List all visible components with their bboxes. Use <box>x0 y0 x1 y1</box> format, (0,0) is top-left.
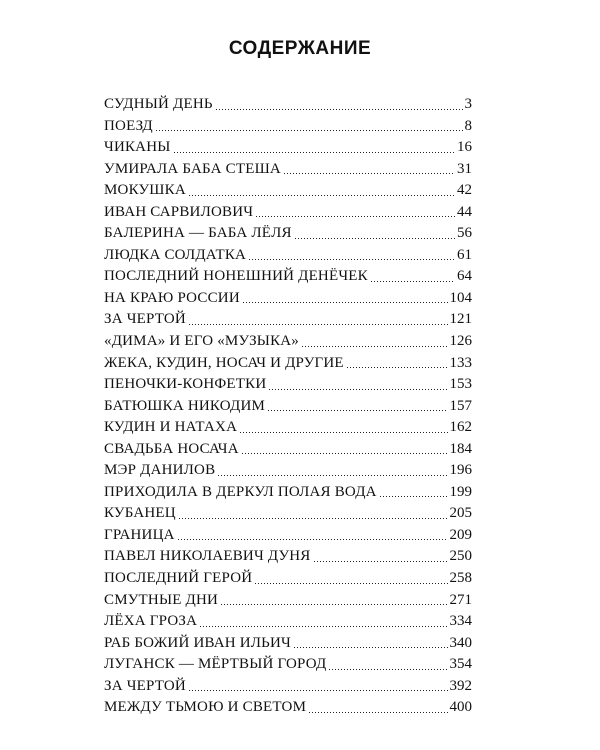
toc-entry-page: 3 <box>464 96 472 112</box>
toc-entry-page: 56 <box>457 225 472 242</box>
toc-dot-leader <box>294 238 455 239</box>
toc-dot-leader <box>255 216 455 217</box>
toc-entry-title: НА КРАЮ РОССИИ <box>104 289 240 306</box>
toc-dot-leader <box>293 647 448 648</box>
toc-entry <box>104 245 472 267</box>
toc-entry-title: КУДИН И НАТАХА <box>104 419 238 436</box>
toc-dot-leader <box>254 583 447 584</box>
toc-entry-page: 340 <box>449 634 472 651</box>
toc-entry <box>104 266 472 288</box>
toc-dot-leader <box>241 453 448 454</box>
toc-dot-leader <box>188 324 448 325</box>
toc-entry <box>104 697 472 719</box>
toc-entry-page: 354 <box>449 656 472 673</box>
toc-entry-page: 392 <box>449 677 472 694</box>
toc-entry <box>104 503 472 525</box>
toc-entry-title: БАТЮШКА НИКОДИМ <box>104 397 266 414</box>
toc-entry <box>104 633 472 655</box>
toc-dot-leader <box>173 152 455 153</box>
toc-entry-title: ПЕНОЧКИ-КОНФЕТКИ <box>104 376 267 393</box>
toc-dot-leader <box>155 130 463 131</box>
toc-entry-title: ЛЁХА ГРОЗА <box>104 613 198 630</box>
toc-entry-page: 250 <box>449 548 472 565</box>
toc-dot-leader <box>248 259 455 260</box>
toc-entry-page: 8 <box>464 117 472 134</box>
toc-entry <box>104 288 472 310</box>
toc-dot-leader <box>177 539 448 540</box>
toc-entry-title: ПАВЕЛ НИКОЛАЕВИЧ ДУНЯ <box>104 548 311 565</box>
toc-entry-page: 104 <box>449 289 472 306</box>
toc-entry-page: 199 <box>449 483 472 500</box>
toc-entry <box>104 482 472 504</box>
toc-entry-title: КУБАНЕЦ <box>104 505 176 522</box>
toc-dot-leader <box>370 281 455 282</box>
toc-entry <box>104 94 472 116</box>
toc-entry-page: 133 <box>449 354 472 371</box>
table-of-contents <box>104 94 472 719</box>
toc-entry-page: 16 <box>457 139 472 156</box>
toc-entry-title: ЧИКАНЫ <box>104 139 171 156</box>
toc-dot-leader <box>267 410 447 411</box>
toc-entry <box>104 525 472 547</box>
toc-entry-page: 121 <box>449 311 472 328</box>
toc-entry-page: 184 <box>449 440 472 457</box>
toc-entry <box>104 611 472 633</box>
toc-dot-leader <box>328 669 447 670</box>
toc-dot-leader <box>217 475 447 476</box>
toc-entry <box>104 439 472 461</box>
toc-entry-title: ЖЕКА, КУДИН, НОСАЧ И ДРУГИЕ <box>104 354 344 371</box>
toc-entry-page: 205 <box>449 505 472 522</box>
toc-entry <box>104 202 472 224</box>
toc-entry-title: БАЛЕРИНА — БАБА ЛЁЛЯ <box>104 225 292 242</box>
toc-dot-leader <box>308 712 447 713</box>
toc-entry-title: ПОСЛЕДНИЙ ГЕРОЙ <box>104 570 253 587</box>
toc-entry-page: 271 <box>449 591 472 608</box>
toc-entry-title: УМИРАЛА БАБА СТЕША <box>104 160 281 177</box>
toc-entry-page: 400 <box>449 699 472 716</box>
toc-entry <box>104 460 472 482</box>
toc-entry <box>104 159 472 181</box>
toc-dot-leader <box>242 302 448 303</box>
toc-dot-leader <box>283 173 455 174</box>
toc-entry-title: ПРИХОДИЛА В ДЕРКУЛ ПОЛАЯ ВОДА <box>104 483 377 500</box>
toc-entry-title: ЗА ЧЕРТОЙ <box>104 677 186 694</box>
toc-entry-page: 44 <box>457 203 472 220</box>
toc-dot-leader <box>379 496 448 497</box>
toc-dot-leader <box>346 367 448 368</box>
toc-entry-page: 209 <box>449 526 472 543</box>
toc-entry-page: 196 <box>449 462 472 479</box>
page-title: СОДЕРЖАНИЕ <box>228 38 372 59</box>
toc-entry-page: 42 <box>457 182 472 199</box>
toc-entry-page: 61 <box>457 246 472 263</box>
toc-entry-title: ИВАН САРВИЛОВИЧ <box>104 203 254 220</box>
toc-dot-leader <box>268 389 447 390</box>
toc-entry-page: 64 <box>457 268 472 285</box>
toc-entry <box>104 309 472 331</box>
toc-entry <box>104 353 472 375</box>
toc-entry <box>104 223 472 245</box>
toc-entry <box>104 137 472 159</box>
toc-entry-page: 157 <box>449 397 472 414</box>
toc-entry-page: 334 <box>449 613 472 630</box>
toc-dot-leader <box>301 346 447 347</box>
toc-entry <box>104 396 472 418</box>
toc-entry <box>104 654 472 676</box>
toc-dot-leader <box>215 109 463 110</box>
toc-dot-leader <box>313 561 448 562</box>
toc-dot-leader <box>239 432 447 433</box>
toc-entry <box>104 590 472 612</box>
toc-entry-title: МЭР ДАНИЛОВ <box>104 462 216 479</box>
toc-dot-leader <box>178 518 448 519</box>
toc-entry-title: ГРАНИЦА <box>104 526 175 543</box>
toc-entry <box>104 180 472 202</box>
toc-entry <box>104 568 472 590</box>
toc-entry-title: ЗА ЧЕРТОЙ <box>104 311 186 328</box>
toc-entry-title: МОКУШКА <box>104 182 186 199</box>
toc-entry-page: 31 <box>457 160 472 177</box>
toc-entry <box>104 546 472 568</box>
toc-entry-page: 153 <box>449 376 472 393</box>
toc-dot-leader <box>188 195 455 196</box>
toc-dot-leader <box>199 626 447 627</box>
toc-entry <box>104 374 472 396</box>
toc-dot-leader <box>220 604 447 605</box>
toc-entry-title: ПОЕЗД <box>104 117 153 134</box>
toc-entry-title: МЕЖДУ ТЬМОЮ И СВЕТОМ <box>104 699 307 716</box>
toc-entry-title: ЛЮДКА СОЛДАТКА <box>104 246 247 263</box>
toc-entry-title: СУДНЫЙ ДЕНЬ <box>104 96 213 112</box>
toc-entry <box>104 417 472 439</box>
toc-entry-page: 258 <box>449 570 472 587</box>
toc-entry <box>104 331 472 353</box>
toc-entry <box>104 116 472 138</box>
toc-entry-title: ПОСЛЕДНИЙ НОНЕШНИЙ ДЕНЁЧЕК <box>104 268 368 285</box>
toc-entry-page: 162 <box>449 419 472 436</box>
toc-entry-page: 126 <box>449 333 472 350</box>
toc-dot-leader <box>188 690 448 691</box>
toc-entry-title: «ДИМА» И ЕГО «МУЗЫКА» <box>104 333 300 350</box>
toc-entry-title: СВАДЬБА НОСАЧА <box>104 440 239 457</box>
toc-entry-title: ЛУГАНСК — МЁРТВЫЙ ГОРОД <box>104 656 327 673</box>
toc-entry <box>104 676 472 698</box>
toc-entry-title: РАБ БОЖИЙ ИВАН ИЛЬИЧ <box>104 634 291 651</box>
toc-entry-title: СМУТНЫЕ ДНИ <box>104 591 219 608</box>
